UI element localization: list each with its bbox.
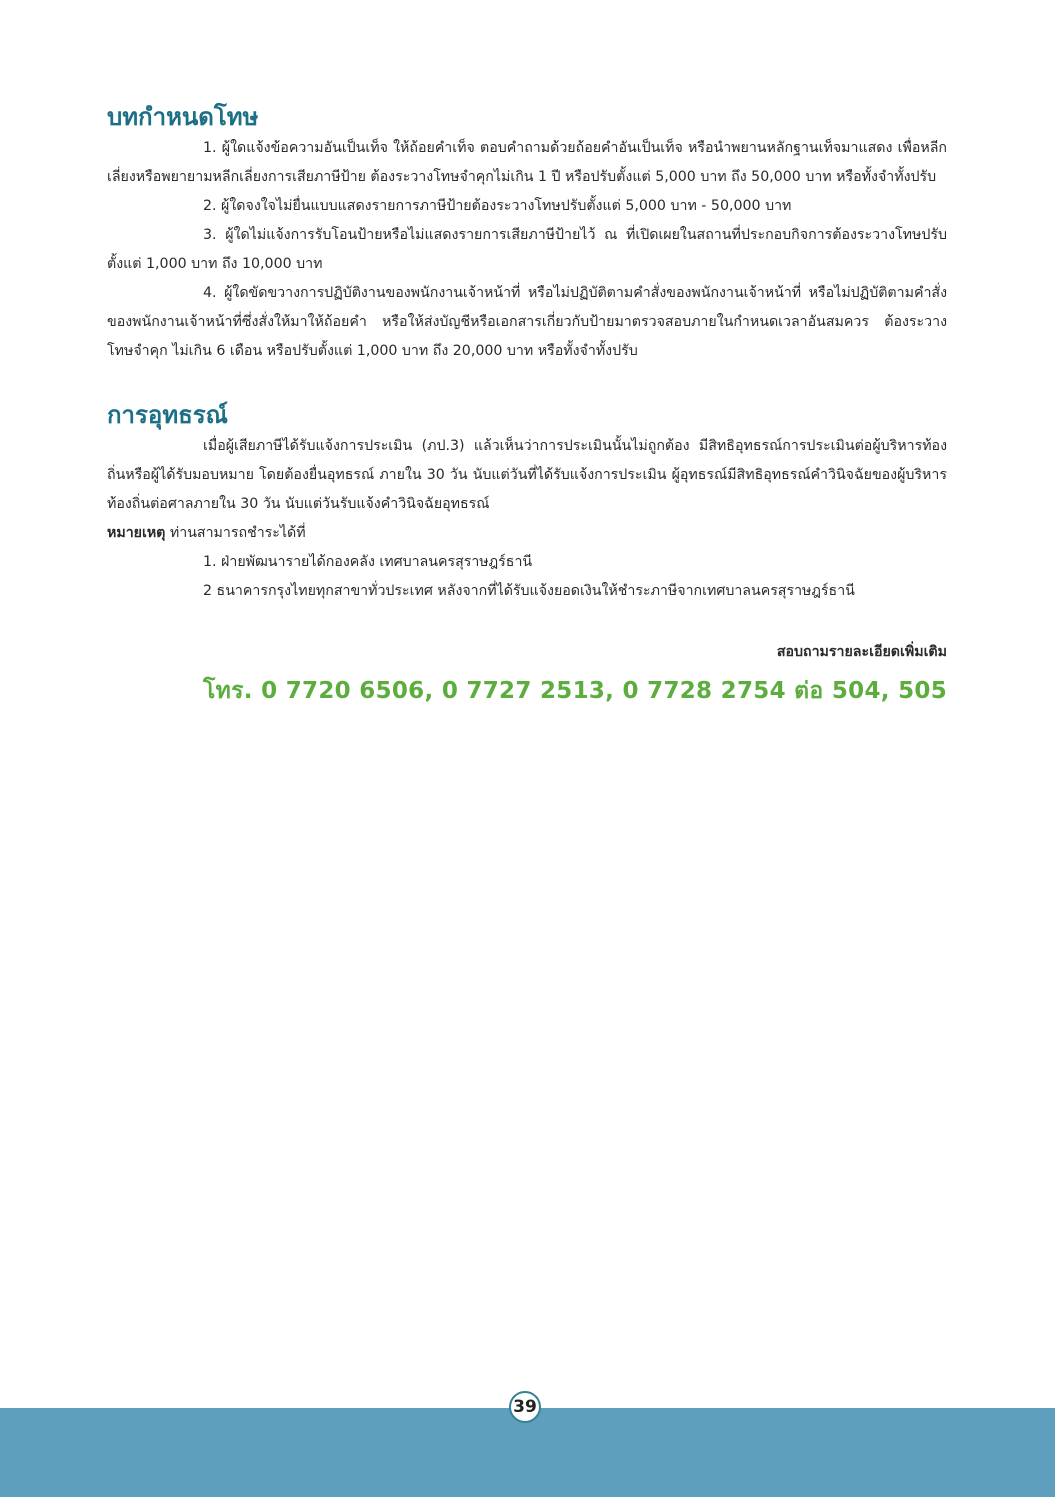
penalty-item-2: 2. ผู้ใดจงใจไม่ยื่นแบบแสดงรายการภาษีป้ายต้องระวางโทษปรับตั้งแต่ 5,000 บาท - 50,000 บาท	[203, 198, 792, 214]
penalty-item-3: 3. ผู้ใดไม่แจ้งการรับโอนป้ายหรือไม่แสดงรายการเสียภาษีป้ายไว้ ณ ที่เปิดเผยในสถานที่ประกอบกิจการต้องระวางโทษปรับตั้งแต่ 1,000 บาท ถึง 10,000 บาท	[107, 227, 947, 272]
appeal-body: เมื่อผู้เสียภาษีได้รับแจ้งการประเมิน (ภป.3) แล้วเห็นว่าการประเมินนั้นไม่ถูกต้อง มีสิทธิอุทธรณ์การประเมินต่อผู้บริหารท้องถิ่นหรือผู้ได้รับมอบหมาย โดยต้องยื่นอุทธรณ์ ภายใน 30 วัน นับแต่วันที่ได้รับแจ้งการประเมิน ผู้อุทธรณ์มีสิทธิอุทธรณ์คำวินิจฉัยของผู้บริหารท้องถิ่นต่อศาลภายใน 30 วัน นับแต่วันรับแจ้งคำวินิจฉัยอุทธรณ์	[107, 438, 947, 512]
note-label: หมายเหตุ	[107, 525, 166, 541]
appeal-heading: การอุทธรณ์	[107, 401, 228, 429]
note-line	[107, 519, 947, 548]
contact-label: สอบถามรายละเอียดเพิ่มเติม	[776, 644, 947, 660]
contact-phone: โทร. 0 7720 6506, 0 7727 2513, 0 7728 2754 ต่อ 504, 505	[203, 678, 947, 704]
penalty-heading: บทกำหนดโทษ	[107, 103, 259, 131]
page-content	[107, 100, 947, 711]
payment-option-2: 2 ธนาคารกรุงไทยทุกสาขาทั่วประเทศ หลังจากที่ได้รับแจ้งยอดเงินให้ชำระภาษีจากเทศบาลนครสุราษฎร์ธานี	[203, 583, 855, 599]
payment-option-1: 1. ฝ่ายพัฒนารายได้กองคลัง เทศบาลนครสุราษฎร์ธานี	[203, 554, 533, 570]
note-text: ท่านสามารถชำระได้ที่	[165, 525, 306, 541]
penalty-item-4: 4. ผู้ใดขัดขวางการปฏิบัติงานของพนักงานเจ้าหน้าที่ หรือไม่ปฏิบัติตามคำสั่งของพนักงานเจ้าหน้าที่ หรือไม่ปฏิบัติตามคำสั่งของพนักงานเจ้าหน้าที่ซึ่งสั่งให้มาให้ถ้อยคำ หรือให้ส่งบัญชีหรือเอกสารเกี่ยวกับป้ายมาตรวจสอบภายในกำหนดเวลาอันสมควร ต้องระวางโทษจำคุก ไม่เกิน 6 เดือน หรือปรับตั้งแต่ 1,000 บาท ถึง 20,000 บาท หรือทั้งจำทั้งปรับ	[107, 285, 947, 359]
page-number: 39	[509, 1391, 541, 1423]
penalty-item-1: 1. ผู้ใดแจ้งข้อความอันเป็นเท็จ ให้ถ้อยคำเท็จ ตอบคำถามด้วยถ้อยคำอันเป็นเท็จ หรือนำพยานหลักฐานเท็จมาแสดง เพื่อหลีกเลี่ยงหรือพยายามหลีกเลี่ยงการเสียภาษีป้าย ต้องระวางโทษจำคุกไม่เกิน 1 ปี หรือปรับตั้งแต่ 5,000 บาท ถึง 50,000 บาท หรือทั้งจำทั้งปรับ	[107, 140, 947, 185]
